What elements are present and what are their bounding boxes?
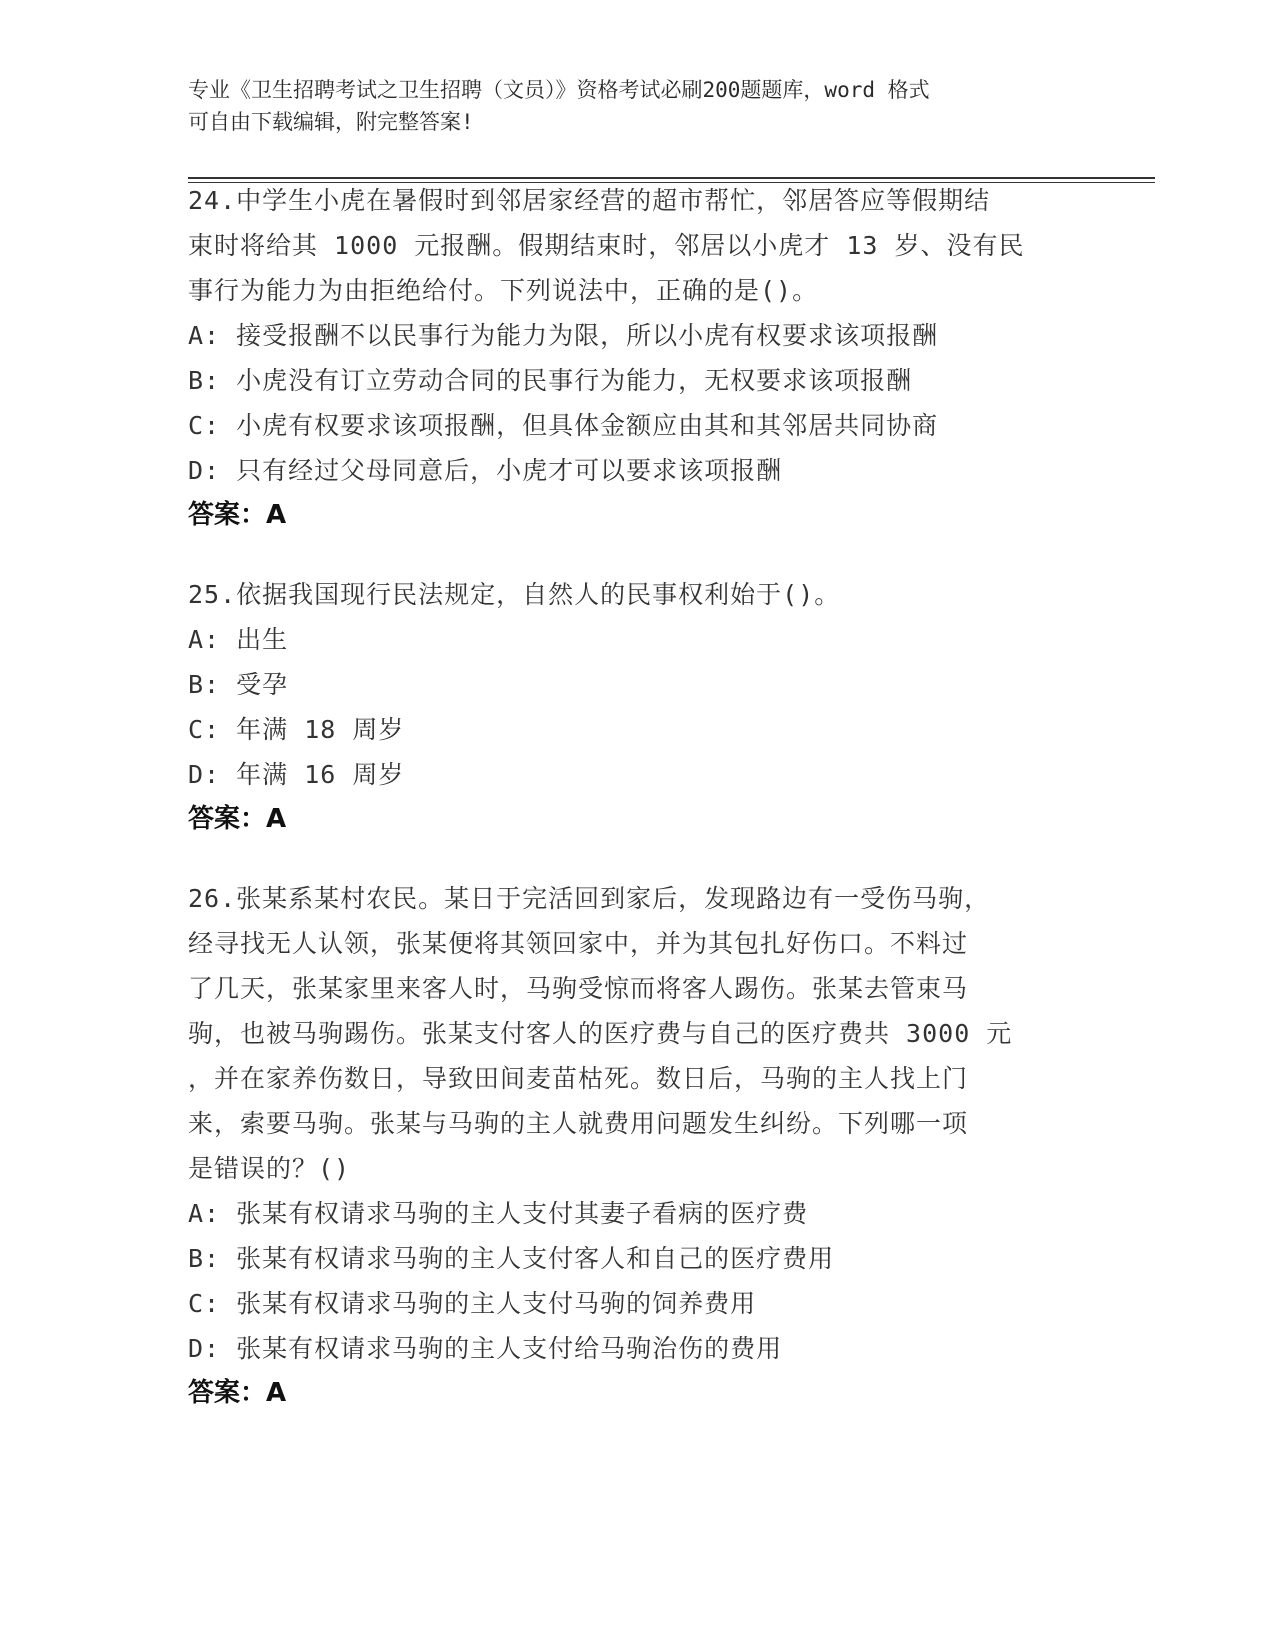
question-stem-line: 24.中学生小虎在暑假时到邻居家经营的超市帮忙，邻居答应等假期结 (188, 186, 991, 215)
question-stem-line: 26.张某系某村农民。某日于完活回到家后，发现路边有一受伤马驹， (188, 884, 991, 913)
header-line: 可自由下载编辑，附完整答案! (188, 110, 474, 134)
option-c: C: 年满 18 周岁 (188, 715, 405, 744)
question-stem-line: ，并在家养伤数日，导致田间麦苗枯死。数日后，马驹的主人找上门 (188, 1064, 969, 1093)
question-stem-line: 25.依据我国现行民法规定，自然人的民事权利始于()。 (188, 580, 841, 609)
question-stem-line: 来，索要马驹。张某与马驹的主人就费用问题发生纠纷。下列哪一项 (188, 1109, 969, 1138)
option-a: A: 张某有权请求马驹的主人支付其妻子看病的医疗费 (188, 1199, 809, 1228)
option-a: A: 出生 (188, 625, 289, 654)
document-header (188, 74, 1068, 138)
option-d: D: 张某有权请求马驹的主人支付给马驹治伤的费用 (188, 1334, 783, 1363)
question-stem-line: 经寻找无人认领，张某便将其领回家中，并为其包扎好伤口。不料过 (188, 929, 969, 958)
answer-label: 答案：A (188, 1378, 287, 1408)
answer-label: 答案：A (188, 804, 287, 834)
option-a: A: 接受报酬不以民事行为能力为限，所以小虎有权要求该项报酬 (188, 321, 939, 350)
option-b: B: 张某有权请求马驹的主人支付客人和自己的医疗费用 (188, 1244, 835, 1273)
option-b: B: 小虎没有订立劳动合同的民事行为能力，无权要求该项报酬 (188, 366, 913, 395)
question-25 (188, 572, 1088, 842)
option-d: D: 只有经过父母同意后，小虎才可以要求该项报酬 (188, 456, 783, 485)
header-line: 专业《卫生招聘考试之卫生招聘（文员）》资格考试必刷200题题库，word 格式 (188, 78, 930, 102)
question-24 (188, 178, 1088, 538)
question-stem-line: 事行为能力为由拒绝给付。下列说法中，正确的是()。 (188, 276, 819, 305)
option-c: C: 张某有权请求马驹的主人支付马驹的饲养费用 (188, 1289, 757, 1318)
option-b: B: 受孕 (188, 670, 289, 699)
question-stem-line: 驹，也被马驹踢伤。张某支付客人的医疗费与自己的医疗费共 3000 元 (188, 1019, 1013, 1048)
answer-label: 答案：A (188, 500, 287, 530)
question-stem-line: 了几天，张某家里来客人时，马驹受惊而将客人踢伤。张某去管束马 (188, 974, 969, 1003)
question-stem-line: 是错误的？() (188, 1154, 351, 1183)
question-stem-line: 束时将给其 1000 元报酬。假期结束时，邻居以小虎才 13 岁、没有民 (188, 231, 1025, 260)
option-c: C: 小虎有权要求该项报酬，但具体金额应由其和其邻居共同协商 (188, 411, 939, 440)
question-26 (188, 876, 1088, 1416)
option-d: D: 年满 16 周岁 (188, 760, 405, 789)
